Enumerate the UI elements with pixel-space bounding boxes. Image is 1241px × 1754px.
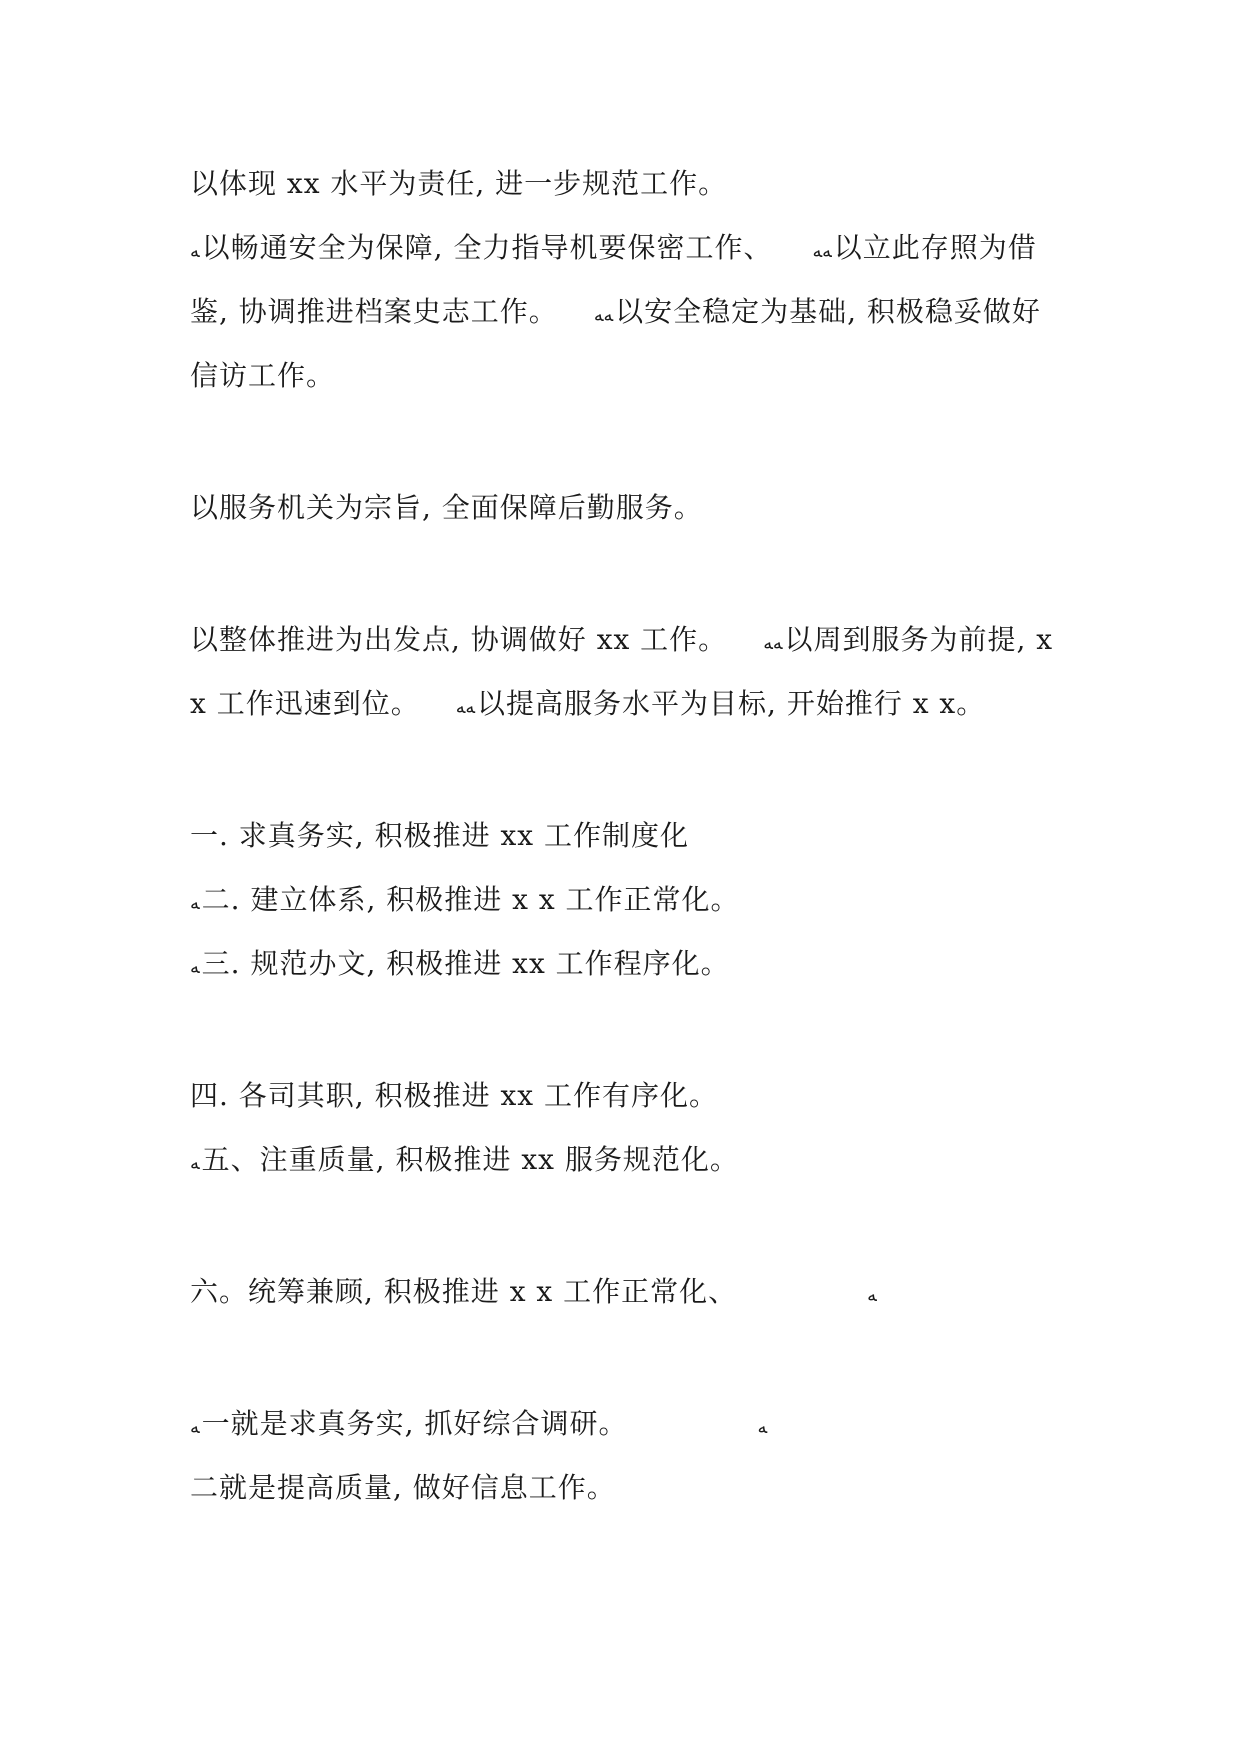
text-line <box>190 818 689 854</box>
line-text: 五、注重质量, 积极推进 xx 服务规范化。 <box>201 1143 739 1176</box>
line-text: 一. 求真务实, 积极推进 xx 工作制度化 <box>190 819 689 852</box>
bullet-mark-icon: ﻪ <box>190 893 200 914</box>
line-text: 二就是提高质量, 做好信息工作。 <box>190 1471 616 1504</box>
line-text: 四. 各司其职, 积极推进 xx 工作有序化。 <box>190 1079 718 1112</box>
text-line <box>190 1274 879 1314</box>
text-line <box>190 686 985 726</box>
line-text: 一就是求真务实, 抓好综合调研。 <box>201 1407 628 1440</box>
line-text: 以畅通安全为保障, 全力指导机要保密工作、 <box>201 231 773 264</box>
line-text: 以提高服务水平为目标, 开始推行 x x。 <box>477 687 986 720</box>
text-line <box>190 1142 739 1182</box>
bullet-mark-icon: ﻪﻪ <box>593 305 614 326</box>
line-text: 以体现 xx 水平为责任, 进一步规范工作。 <box>190 167 728 200</box>
bullet-mark-icon: ﻪﻪ <box>455 697 476 718</box>
text-line <box>190 1406 769 1446</box>
text-line <box>190 622 1053 662</box>
bullet-mark-icon: ﻪ <box>190 1153 200 1174</box>
line-text: 以安全稳定为基础, 积极稳妥做好 <box>615 295 1041 328</box>
text-line <box>190 358 335 394</box>
line-text: 二. 建立体系, 积极推进 x x 工作正常化。 <box>201 883 740 916</box>
line-text: 以立此存照为借 <box>833 231 1037 264</box>
text-line <box>190 1470 616 1506</box>
bullet-mark-icon: ﻪ <box>867 1285 877 1306</box>
bullet-mark-icon: ﻪ <box>190 957 200 978</box>
text-line <box>190 490 703 526</box>
text-line <box>190 294 1041 334</box>
bullet-mark-icon: ﻪ <box>757 1417 768 1438</box>
line-text: 三. 规范办文, 积极推进 xx 工作程序化。 <box>201 947 730 980</box>
text-line <box>190 230 1037 270</box>
line-text: 以整体推进为出发点, 协调做好 xx 工作。 <box>190 623 728 656</box>
bullet-mark-icon: ﻪ <box>190 241 200 262</box>
text-line <box>190 882 740 922</box>
line-text: x 工作迅速到位。 <box>190 687 420 720</box>
text-line <box>190 946 730 986</box>
text-line <box>190 1078 718 1114</box>
bullet-mark-icon: ﻪﻪ <box>763 633 783 654</box>
line-text: 六。统筹兼顾, 积极推进 x x 工作正常化、 <box>190 1275 738 1308</box>
line-text: 以周到服务为前提, x <box>784 623 1054 656</box>
bullet-mark-icon: ﻪ <box>190 1417 200 1438</box>
line-text: 以服务机关为宗旨, 全面保障后勤服务。 <box>190 491 703 524</box>
bullet-mark-icon: ﻪﻪ <box>812 241 832 262</box>
text-line <box>190 166 727 202</box>
line-text: 信访工作。 <box>190 359 336 392</box>
line-text: 鉴, 协调推进档案史志工作。 <box>190 295 558 328</box>
